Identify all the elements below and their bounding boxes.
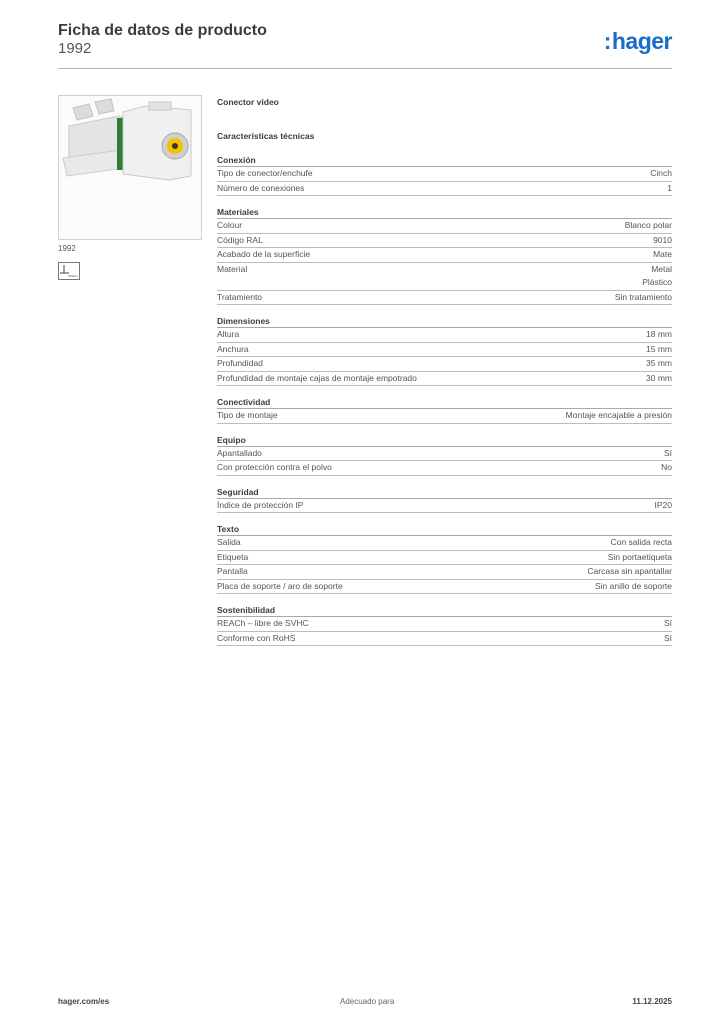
spec-section (217, 207, 672, 305)
cinch-label: CINCH (68, 274, 78, 278)
spec-row (217, 328, 672, 343)
spec-label: Apantallado (217, 447, 262, 458)
spec-value: Sí (663, 632, 672, 643)
spec-row (217, 291, 672, 306)
spec-row (217, 632, 672, 647)
spec-section (217, 155, 672, 196)
spec-value: Blanco polar (624, 220, 672, 230)
cinch-connector-icon (59, 263, 79, 279)
spec-section (217, 487, 672, 514)
image-caption: 1992 (58, 244, 76, 253)
spec-label: Índice de protección IP (217, 499, 304, 510)
section-title: Materiales (217, 207, 672, 219)
spec-label: Con protección contra el polvo (217, 462, 332, 472)
section-title: Dimensiones (217, 316, 672, 328)
spec-value: Con salida recta (610, 537, 672, 547)
spec-row (217, 551, 672, 566)
spec-label: Etiqueta (217, 551, 249, 562)
spec-section (217, 524, 672, 594)
product-number: 1992 (58, 40, 92, 57)
spec-value: 35 mm (646, 358, 672, 368)
spec-value: Sí (663, 447, 672, 458)
spec-label: Profundidad (217, 358, 263, 368)
rca-connector-illustration (59, 96, 201, 239)
spec-label: Número de conexiones (217, 182, 305, 193)
spec-section (217, 397, 672, 424)
section-title: Sostenibilidad (217, 605, 672, 617)
spec-label: Tipo de conector/enchufe (217, 168, 313, 178)
section-title: Conectividad (217, 397, 672, 409)
spec-label: Material (217, 263, 248, 274)
spec-label: Colour (217, 220, 243, 230)
spec-row (217, 565, 672, 580)
product-image (58, 95, 202, 240)
spec-label: Profundidad de montaje cajas de montaje empotrado (217, 372, 417, 383)
header-divider (58, 68, 672, 69)
spec-value: 15 mm (646, 343, 672, 354)
spec-row (217, 357, 672, 372)
spec-row (217, 372, 672, 387)
spec-sections (217, 155, 672, 646)
spec-row (217, 263, 672, 291)
spec-value: Carcasa sin apantallar (587, 566, 672, 576)
spec-value: Sin tratamiento (614, 291, 672, 302)
spec-value: Sí (663, 618, 672, 628)
section-title: Conexión (217, 155, 672, 167)
spec-section (217, 316, 672, 386)
spec-label: Anchura (217, 343, 249, 354)
spec-label: Tratamiento (217, 291, 263, 302)
spec-value: IP20 (654, 499, 672, 510)
page-title: Ficha de datos de producto (58, 22, 267, 39)
logo-text: hager (611, 28, 672, 54)
spec-section (217, 605, 672, 646)
spec-value: Mate (653, 249, 672, 259)
spec-row (217, 248, 672, 263)
spec-label: Altura (217, 329, 240, 339)
spec-row (217, 182, 672, 197)
spec-value: Cinch (650, 168, 672, 178)
product-name: Conector vídeo (217, 97, 279, 107)
spec-label: Conforme con RoHS (217, 632, 296, 643)
spec-value: 30 mm (646, 372, 672, 383)
spec-label: Placa de soporte / aro de soporte (217, 580, 343, 591)
spec-value: Metal Plástico (642, 263, 672, 287)
section-title: Equipo (217, 435, 672, 447)
section-title: Texto (217, 524, 672, 536)
characteristics-heading: Características técnicas (217, 131, 315, 141)
spec-row (217, 536, 672, 551)
spec-value: Sin portaetiqueta (607, 551, 672, 562)
spec-row (217, 167, 672, 182)
spec-value: 18 mm (646, 329, 672, 339)
section-title: Seguridad (217, 487, 672, 499)
spec-table (217, 96, 672, 646)
spec-section (217, 435, 672, 476)
spec-row (217, 234, 672, 249)
spec-value: 1 (667, 182, 672, 193)
spec-value: 9010 (653, 234, 672, 245)
spec-row (217, 219, 672, 234)
spec-label: Salida (217, 537, 241, 547)
footer-website[interactable]: hager.com/es (58, 997, 110, 1006)
spec-value: Sin anillo de soporte (594, 580, 672, 591)
spec-row (217, 343, 672, 358)
spec-label: REACh – libre de SVHC (217, 618, 309, 628)
spec-row (217, 617, 672, 632)
footer-date: 11.12.2025 (632, 997, 672, 1006)
spec-label: Pantalla (217, 566, 248, 576)
spec-label: Tipo de montaje (217, 410, 278, 420)
spec-row (217, 461, 672, 476)
spec-value: Montaje encajable a presión (565, 410, 672, 420)
spec-label: Código RAL (217, 234, 263, 245)
spec-row (217, 580, 672, 595)
spec-row (217, 409, 672, 424)
spec-label: Acabado de la superficie (217, 249, 311, 259)
spec-row (217, 447, 672, 462)
brand-logo[interactable]: :hager (603, 28, 672, 54)
cinch-symbol (58, 262, 80, 280)
spec-value: No (661, 462, 672, 472)
spec-row (217, 499, 672, 514)
footer-note: Adecuado para (340, 997, 395, 1006)
